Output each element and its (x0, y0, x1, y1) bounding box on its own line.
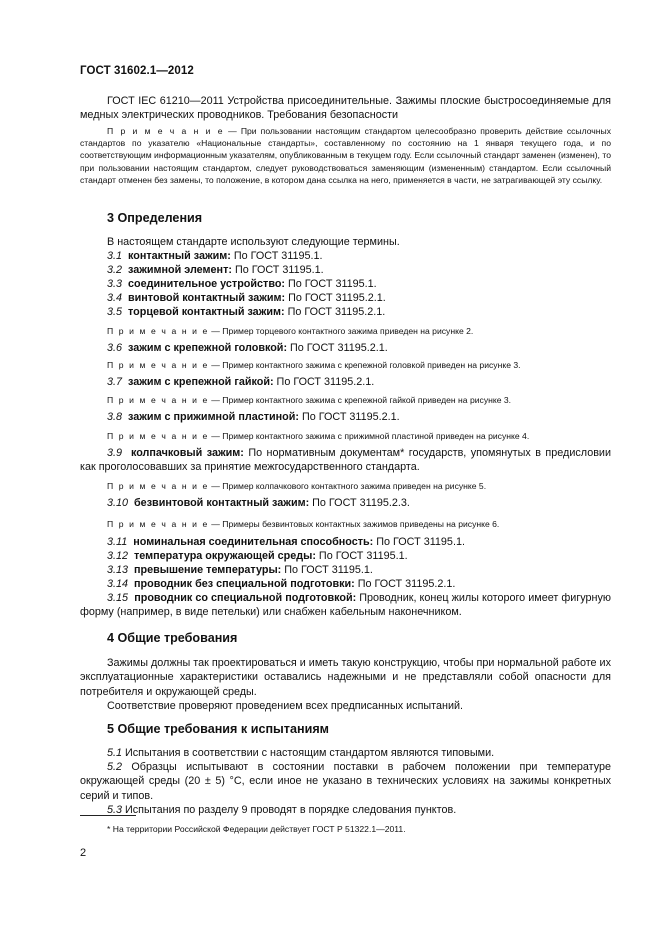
note-text: — Пример контактного зажима с прижимной пластиной приведен на рисунке 4. (208, 431, 530, 441)
term-number: 3.7 (107, 376, 123, 388)
term-number: 3.8 (107, 411, 123, 423)
term-3-3 (107, 277, 377, 291)
term-number: 3.6 (107, 342, 123, 354)
term-3-12 (107, 549, 408, 563)
term-3-10 (107, 496, 410, 510)
clause-5-1 (80, 746, 611, 760)
term-3-7 (107, 375, 374, 389)
section-3-intro: В настоящем стандарте используют следующие термины. (107, 236, 400, 248)
clause-number: 5.2 (107, 761, 123, 773)
term-name: винтовой контактный зажим: (128, 292, 286, 304)
clause-5-3 (80, 803, 611, 817)
term-name: соединительное устройство: (128, 278, 286, 290)
note-label: П р и м е ч а н и е (107, 326, 209, 336)
note-text: — Пример торцевого контактного зажима приведен на рисунке 2. (208, 326, 474, 336)
term-definition: По ГОСТ 31195.2.1. (273, 376, 375, 388)
footnote: * На территории Российской Федерации действует ГОСТ Р 51322.1—2011. (107, 824, 406, 834)
term-number: 3.3 (107, 278, 123, 290)
term-definition: По ГОСТ 31195.1. (373, 536, 465, 548)
term-name: торцевой контактный зажим: (128, 306, 285, 318)
term-definition: По ГОСТ 31195.2.1. (285, 292, 386, 304)
term-name: зажим с крепежной головкой: (128, 342, 288, 354)
section-4-paragraph: Соответствие проверяют проведением всех предписанных испытаний. (107, 700, 464, 712)
term-definition: По ГОСТ 31195.2.3. (309, 497, 410, 509)
section-5-title: 5 Общие требования к испытаниям (107, 722, 329, 736)
term-name: температура окружающей среды: (134, 550, 316, 562)
term-number: 3.9 (107, 447, 123, 459)
note-text: — При пользовании настоящим стандартом целесообразно проверить действие ссылочных стандартов по указателю «Национальные стандарты», составленному по состоянию на 1 января текущего года, и по соответствующим информационным указателям, опубликованным в текущем году. Если ссылочный стандарт заменен (изменен), то при пользовании настоящим стандартом, следует руководствоваться заменяющим (измененным) стандартом. Если ссылочный стандарт отменен без замены, то положение, в котором дана ссылка на него, применяется в части, не затрагивающей эту ссылку. (80, 126, 612, 185)
term-note (107, 359, 521, 371)
term-name: колпачковый зажим: (130, 447, 244, 459)
term-definition: По ГОСТ 31195.2.1. (287, 342, 388, 354)
term-3-11 (107, 535, 465, 549)
term-name: зажим с крепежной гайкой: (128, 376, 274, 388)
term-note (107, 394, 511, 406)
term-note (107, 430, 529, 442)
term-definition: По ГОСТ 31195.1. (231, 264, 324, 276)
note-label: П р и м е ч а н и е (107, 519, 209, 529)
note-label: П р и м е ч а н и е (107, 481, 209, 491)
term-3-2 (107, 263, 324, 277)
term-number: 3.10 (107, 497, 129, 509)
term-definition: Проводник, конец жилы которого имеет фигурную форму (например, в виде петельки) или снабжен кабельным наконечником. (80, 592, 612, 619)
section-4-paragraph: Зажимы должны так проектироваться и иметь такую конструкцию, чтобы при нормальной работе их эксплуатационные характеристики оставались надежными и не представляли собой опасности для потребителя и окружающей среды. (80, 657, 611, 698)
term-name: зажим с прижимной пластиной: (128, 411, 299, 423)
reference-note (80, 125, 611, 186)
term-number: 3.11 (107, 536, 128, 548)
page-number: 2 (80, 847, 87, 859)
term-3-5 (107, 305, 385, 319)
term-number: 3.15 (107, 592, 129, 604)
term-number: 3.4 (107, 292, 123, 304)
term-name: превышение температуры: (134, 564, 282, 576)
note-text: — Пример колпачкового контактного зажима приведен на рисунке 5. (208, 481, 487, 491)
term-3-4 (107, 291, 386, 305)
clause-5-2 (80, 760, 611, 803)
document-header: ГОСТ 31602.1—2012 (80, 65, 194, 77)
term-definition: По ГОСТ 31195.2.1. (354, 578, 456, 590)
term-note (107, 480, 486, 492)
term-3-9 (80, 446, 611, 475)
clause-number: 5.1 (107, 747, 123, 759)
term-definition: По ГОСТ 31195.2.1. (284, 306, 386, 318)
clause-text: Образцы испытывают в состоянии поставки в рабочем положении при температуре окружающей среды (20 ± 5) °С, если иное не указано в технических условиях на зажимы конкретных серий и типов. (80, 761, 611, 802)
note-label: П р и м е ч а н и е (107, 126, 225, 136)
term-3-8 (107, 410, 400, 424)
term-3-1 (107, 249, 323, 263)
term-number: 3.14 (107, 578, 129, 590)
clause-number: 5.3 (107, 804, 123, 816)
term-name: безвинтовой контактный зажим: (134, 497, 310, 509)
term-definition: По ГОСТ 31195.2.1. (298, 411, 400, 423)
term-note (107, 325, 473, 337)
term-number: 3.12 (107, 550, 129, 562)
term-name: зажимной элемент: (128, 264, 232, 276)
term-definition: По ГОСТ 31195.1. (315, 550, 408, 562)
note-text: — Примеры безвинтовых контактных зажимов приведены на рисунке 6. (208, 519, 500, 529)
note-text: — Пример контактного зажима с крепежной гайкой приведен на рисунке 3. (208, 395, 512, 405)
term-note (107, 518, 499, 530)
term-name: проводник со специальной подготовкой: (134, 592, 357, 604)
term-3-13 (107, 563, 373, 577)
term-3-6 (107, 341, 388, 355)
term-name: контактный зажим: (128, 250, 231, 262)
term-3-14 (107, 577, 455, 591)
term-name: проводник без специальной подготовки: (134, 578, 355, 590)
footnote-separator (80, 815, 136, 816)
note-label: П р и м е ч а н и е (107, 360, 209, 370)
term-number: 3.13 (107, 564, 129, 576)
section-3-title: 3 Определения (107, 211, 203, 225)
clause-text: Испытания по разделу 9 проводят в порядке следования пунктов. (122, 804, 457, 816)
term-number: 3.2 (107, 264, 123, 276)
term-3-15 (80, 591, 611, 620)
term-number: 3.1 (107, 250, 123, 262)
note-text: — Пример контактного зажима с крепежной головкой приведен на рисунке 3. (208, 360, 521, 370)
term-name: номинальная соединительная способность: (133, 536, 374, 548)
note-label: П р и м е ч а н и е (107, 395, 209, 405)
clause-text: Испытания в соответствии с настоящим стандартом являются типовыми. (122, 747, 495, 759)
term-definition: По ГОСТ 31195.1. (281, 564, 373, 576)
term-definition: По нормативным документам* государств, упомянутых в предисловии как проголосовавших за принятие межгосударственного стандарта. (80, 447, 611, 474)
normative-reference-item: ГОСТ IEC 61210—2011 Устройства присоединительные. Зажимы плоские быстросоединяемые для медных электрических проводников. Требования безопасности (80, 95, 611, 122)
term-number: 3.5 (107, 306, 123, 318)
term-definition: По ГОСТ 31195.1. (285, 278, 377, 290)
note-label: П р и м е ч а н и е (107, 431, 209, 441)
term-definition: По ГОСТ 31195.1. (230, 250, 323, 262)
section-4-title: 4 Общие требования (107, 631, 238, 645)
